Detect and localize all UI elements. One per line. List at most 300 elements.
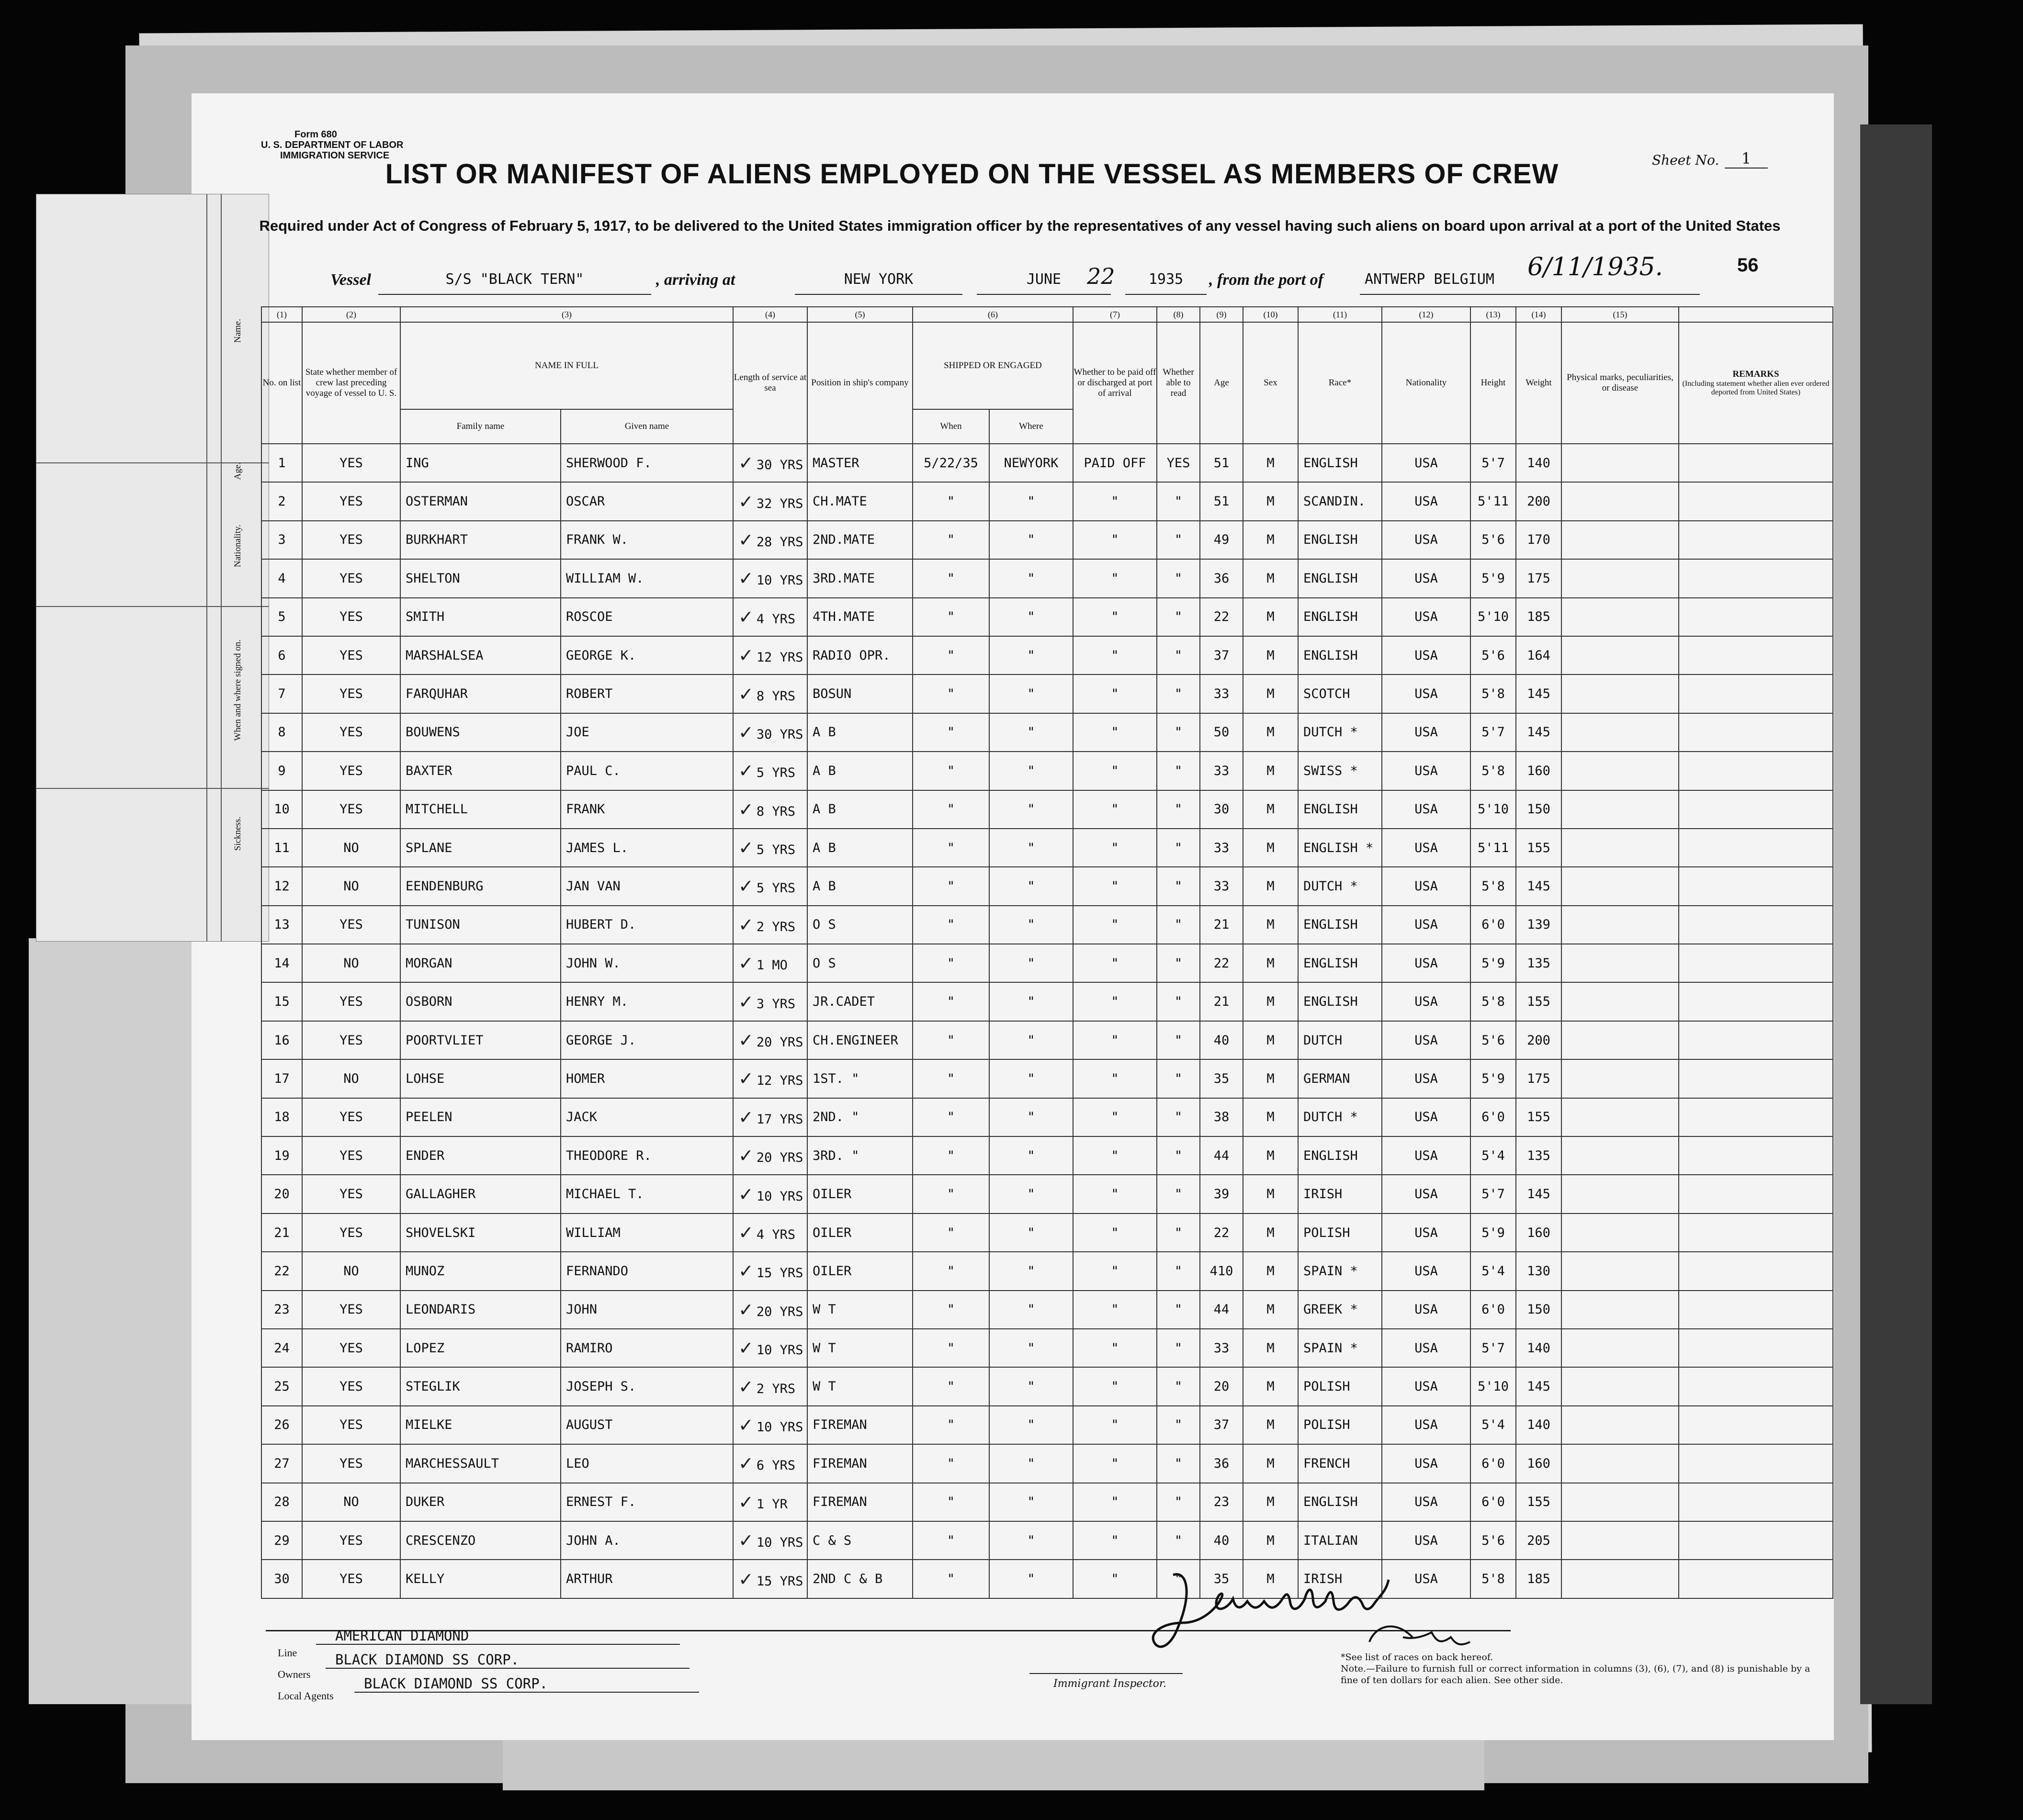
inspector-line (1029, 1673, 1183, 1674)
paid-off: " (1111, 1417, 1119, 1433)
family-name: OSTERMAN (406, 494, 468, 509)
nationality: USA (1414, 994, 1438, 1010)
given-name-cell (561, 1444, 733, 1483)
length-of-service: 20 YRS (756, 1304, 803, 1319)
race: DUTCH (1303, 1033, 1343, 1048)
family-name: LEONDARIS (406, 1302, 476, 1317)
age: 33 (1213, 878, 1230, 894)
checkmark-icon: ✓ (738, 953, 754, 974)
age: 22 (1213, 955, 1230, 971)
table-row (261, 906, 1833, 944)
weight: 200 (1527, 494, 1550, 509)
position: O S (813, 917, 836, 932)
family-name-cell (400, 1021, 561, 1059)
height-cell (1470, 829, 1516, 867)
able-to-read: " (1174, 1263, 1183, 1279)
header-name-in-full: NAME IN FULL (400, 322, 733, 409)
checkmark-icon: ✓ (738, 1260, 754, 1282)
given-name-cell (561, 444, 733, 482)
age-cell (1200, 944, 1243, 982)
length-of-service-cell (733, 1521, 807, 1560)
position-cell (807, 1059, 913, 1098)
age: 35 (1213, 1572, 1230, 1587)
family-name-cell (400, 1213, 561, 1252)
able-to-read-cell (1157, 944, 1200, 982)
row-number-cell (261, 521, 302, 559)
previous-voyage: YES (339, 1110, 363, 1125)
height-cell (1470, 1291, 1516, 1329)
age: 44 (1213, 1148, 1230, 1163)
weight: 140 (1527, 455, 1550, 471)
sex-cell (1243, 1406, 1298, 1444)
position-cell (807, 944, 913, 982)
length-of-service-cell (733, 1136, 807, 1175)
shipped-when-cell (913, 713, 989, 752)
weight: 135 (1527, 955, 1550, 971)
shipped-where: " (1027, 532, 1035, 548)
paid-off: " (1111, 648, 1119, 663)
position: W T (813, 1379, 836, 1394)
family-name: POORTVLIET (406, 1033, 484, 1048)
row-number: 16 (274, 1033, 290, 1048)
row-number-cell (261, 674, 302, 713)
fold-divider (221, 194, 222, 941)
row-number: 26 (274, 1417, 290, 1433)
row-number-cell (261, 444, 302, 482)
nationality-cell (1382, 1291, 1470, 1329)
remarks-cell (1679, 1213, 1833, 1252)
age: 22 (1213, 1225, 1230, 1240)
vessel-label: Vessel (330, 271, 371, 289)
table-row (261, 1367, 1833, 1405)
paid-off-cell (1073, 1521, 1157, 1560)
previous-voyage-cell (302, 1175, 400, 1213)
shipped-where: " (1027, 994, 1035, 1010)
race: ENGLISH (1303, 609, 1358, 625)
remarks-cell (1679, 482, 1833, 520)
shipped-when: " (947, 840, 955, 855)
given-name: WILLIAM W. (566, 571, 644, 586)
height: 5'7 (1481, 455, 1505, 471)
previous-voyage-cell (302, 482, 400, 520)
sex-cell (1243, 444, 1298, 482)
remarks-cell (1679, 867, 1833, 905)
age: 37 (1213, 1417, 1230, 1433)
position: 3RD.MATE (813, 571, 875, 586)
height: 5'4 (1481, 1417, 1505, 1433)
handwritten-date: 6/11/1935. (1527, 253, 1663, 281)
checkmark-icon: ✓ (738, 798, 754, 820)
position-cell (807, 1406, 913, 1444)
paid-off: " (1111, 1263, 1119, 1279)
weight-cell (1516, 1059, 1561, 1098)
age-cell (1200, 482, 1243, 520)
shipped-where-cell (989, 1483, 1073, 1521)
row-number-cell (261, 1483, 302, 1521)
physical-marks-cell (1561, 829, 1679, 867)
checkmark-icon: ✓ (738, 1068, 754, 1090)
paid-off-cell (1073, 1444, 1157, 1483)
shipped-where-cell (989, 906, 1073, 944)
physical-marks-cell (1561, 1291, 1679, 1329)
paid-off-cell (1073, 944, 1157, 982)
position-cell (807, 1329, 913, 1367)
shipped-where: " (1027, 802, 1035, 817)
weight-cell (1516, 982, 1561, 1021)
sex-cell (1243, 1483, 1298, 1521)
family-name: LOPEZ (406, 1340, 445, 1356)
given-name-cell (561, 752, 733, 790)
family-name: CRESCENZO (406, 1533, 476, 1548)
nationality: USA (1414, 1572, 1438, 1587)
remarks-cell (1679, 829, 1833, 867)
able-to-read-cell (1157, 444, 1200, 482)
shipped-when-cell (913, 790, 989, 829)
height-cell (1470, 1483, 1516, 1521)
length-of-service: 28 YRS (756, 534, 803, 550)
sex: M (1266, 1225, 1275, 1240)
checkmark-icon: ✓ (738, 991, 754, 1012)
sex-cell (1243, 1444, 1298, 1483)
position: A B (813, 878, 836, 894)
shipped-where-cell (989, 1175, 1073, 1213)
age-cell (1200, 1444, 1243, 1483)
length-of-service-cell (733, 1175, 807, 1213)
given-name: ROBERT (566, 686, 613, 702)
fold-header-signed-on: When and where signed on. (233, 640, 243, 741)
header-length-of-service: Length of service at sea (733, 322, 807, 444)
folded-slip (36, 194, 269, 942)
family-name: ENDER (406, 1148, 445, 1163)
shipped-when-cell (913, 482, 989, 520)
able-to-read-cell (1157, 1329, 1200, 1367)
paid-off: " (1111, 1225, 1119, 1240)
previous-voyage: YES (339, 1225, 363, 1240)
given-name: GEORGE J. (566, 1033, 636, 1048)
length-of-service-cell (733, 982, 807, 1021)
row-number: 10 (274, 802, 290, 817)
length-of-service-cell (733, 1367, 807, 1405)
nationality: USA (1414, 917, 1438, 932)
shipped-where-cell (989, 1213, 1073, 1252)
able-to-read-cell (1157, 790, 1200, 829)
shipped-where-cell (989, 1329, 1073, 1367)
position: CH.MATE (813, 494, 867, 509)
inspector-label: Immigrant Inspector. (1053, 1678, 1166, 1690)
able-to-read: " (1174, 1148, 1183, 1163)
previous-voyage: YES (339, 1033, 363, 1048)
previous-voyage: YES (339, 917, 363, 932)
sex: M (1266, 955, 1275, 971)
age-cell (1200, 790, 1243, 829)
race-cell (1298, 982, 1382, 1021)
height-cell (1470, 1252, 1516, 1290)
nationality: USA (1414, 1071, 1438, 1086)
paid-off-cell (1073, 1329, 1157, 1367)
able-to-read: " (1174, 494, 1183, 509)
age-cell (1200, 1021, 1243, 1059)
race: ENGLISH (1303, 1148, 1358, 1163)
remarks-cell (1679, 1367, 1833, 1405)
header-remarks-note: (Including statement whether alien ever ordered deported from United States) (1682, 380, 1830, 396)
nationality: USA (1414, 609, 1438, 625)
nationality: USA (1414, 1187, 1438, 1202)
family-name: OSBORN (406, 994, 452, 1010)
shipped-when-cell (913, 674, 989, 713)
family-name: MIELKE (406, 1417, 452, 1433)
given-name-cell (561, 829, 733, 867)
able-to-read: " (1174, 1417, 1183, 1433)
checkmark-icon: ✓ (738, 1491, 754, 1513)
physical-marks-cell (1561, 1021, 1679, 1059)
weight-cell (1516, 790, 1561, 829)
checkmark-icon: ✓ (738, 606, 754, 628)
agents-value: BLACK DIAMOND SS CORP. (354, 1675, 699, 1693)
weight: 130 (1527, 1263, 1550, 1279)
shipped-where: " (1027, 840, 1035, 855)
shipped-where: " (1027, 878, 1035, 894)
given-name-cell (561, 1291, 733, 1329)
given-name-cell (561, 1406, 733, 1444)
weight: 145 (1527, 725, 1550, 740)
position: 2ND. " (813, 1110, 859, 1125)
able-to-read: " (1174, 802, 1183, 817)
paid-off-cell (1073, 1175, 1157, 1213)
length-of-service: 12 YRS (756, 1073, 803, 1089)
row-number-cell (261, 1560, 302, 1598)
arriving-port: NEW YORK (795, 271, 962, 295)
age: 36 (1213, 1456, 1230, 1471)
shipped-when-cell (913, 1406, 989, 1444)
given-name: MICHAEL T. (566, 1187, 644, 1202)
row-number-cell (261, 559, 302, 597)
family-name-cell (400, 482, 561, 520)
table-row (261, 1444, 1833, 1483)
weight: 139 (1527, 917, 1550, 932)
physical-marks-cell (1561, 482, 1679, 520)
sex-cell (1243, 636, 1298, 674)
shipped-when-cell (913, 1098, 989, 1136)
weight: 145 (1527, 1187, 1550, 1202)
height: 5'6 (1481, 532, 1505, 548)
shipped-where-cell (989, 829, 1073, 867)
shipped-where: " (1027, 1572, 1035, 1587)
header-paid-off: Whether to be paid off or discharged at port of arrival (1073, 322, 1157, 444)
length-of-service-cell (733, 1021, 807, 1059)
remarks-cell (1679, 1329, 1833, 1367)
table-row (261, 1329, 1833, 1367)
col-no: (12) (1382, 307, 1470, 322)
length-of-service: 2 YRS (756, 1381, 796, 1396)
row-number-cell (261, 982, 302, 1021)
sex-cell (1243, 1213, 1298, 1252)
nationality: USA (1414, 878, 1438, 894)
table-row (261, 1021, 1833, 1059)
previous-voyage-cell (302, 1329, 400, 1367)
row-number-cell (261, 1252, 302, 1290)
weight-cell (1516, 1406, 1561, 1444)
shipped-when: " (947, 1071, 955, 1086)
row-number: 17 (274, 1071, 290, 1086)
shipped-where: " (1027, 1302, 1035, 1317)
shipped-where-cell (989, 1291, 1073, 1329)
age-cell (1200, 1252, 1243, 1290)
race: FRENCH (1303, 1456, 1350, 1471)
row-number: 23 (274, 1302, 290, 1317)
table-row (261, 867, 1833, 905)
height-cell (1470, 1175, 1516, 1213)
given-name-cell (561, 674, 733, 713)
sex: M (1266, 1340, 1275, 1356)
physical-marks-cell (1561, 1483, 1679, 1521)
shipped-when-cell (913, 1521, 989, 1560)
weight: 160 (1527, 763, 1550, 778)
height: 6'0 (1481, 917, 1505, 932)
sex: M (1266, 648, 1275, 663)
service: IMMIGRATION SERVICE (280, 150, 390, 161)
weight-cell (1516, 1252, 1561, 1290)
race: ENGLISH (1303, 532, 1358, 548)
shipped-when-cell (913, 1483, 989, 1521)
previous-voyage: NO (343, 955, 359, 971)
age: 40 (1213, 1533, 1230, 1548)
age-cell (1200, 1098, 1243, 1136)
remarks-cell (1679, 1483, 1833, 1521)
col-no: (13) (1470, 307, 1516, 322)
remarks-cell (1679, 598, 1833, 636)
given-name: JOHN W. (566, 955, 621, 971)
sex-cell (1243, 1521, 1298, 1560)
age: 37 (1213, 648, 1230, 663)
race: GREEK * (1303, 1302, 1358, 1317)
previous-voyage: YES (339, 1148, 363, 1163)
physical-marks-cell (1561, 598, 1679, 636)
able-to-read: YES (1166, 455, 1190, 471)
able-to-read: " (1174, 1302, 1183, 1317)
given-name-cell (561, 1213, 733, 1252)
height-cell (1470, 1059, 1516, 1098)
nationality: USA (1414, 1302, 1438, 1317)
previous-voyage-cell (302, 636, 400, 674)
shipped-when-cell (913, 982, 989, 1021)
shipped-where: " (1027, 1456, 1035, 1471)
previous-voyage: YES (339, 1456, 363, 1471)
length-of-service: 8 YRS (756, 688, 796, 704)
race-cell (1298, 559, 1382, 597)
sex: M (1266, 878, 1275, 894)
previous-voyage-cell (302, 1213, 400, 1252)
nationality: USA (1414, 1148, 1438, 1163)
nationality-cell (1382, 1021, 1470, 1059)
length-of-service: 30 YRS (756, 727, 803, 742)
paid-off: " (1111, 532, 1119, 548)
note-races: *See list of races on back hereof. (1341, 1652, 1493, 1663)
position: 4TH.MATE (813, 609, 875, 625)
family-name: BAXTER (406, 763, 452, 778)
given-name: JOHN (566, 1302, 598, 1317)
shipped-where: " (1027, 1110, 1035, 1125)
race-cell (1298, 1059, 1382, 1098)
length-of-service-cell (733, 1213, 807, 1252)
physical-marks-cell (1561, 752, 1679, 790)
weight-cell (1516, 559, 1561, 597)
previous-voyage: NO (343, 878, 359, 894)
checkmark-icon: ✓ (738, 1530, 754, 1551)
paid-off: " (1111, 494, 1119, 509)
family-name-cell (400, 1560, 561, 1598)
paid-off: " (1111, 1187, 1119, 1202)
paid-off: " (1111, 1110, 1119, 1125)
table-row (261, 1406, 1833, 1444)
nationality: USA (1414, 1110, 1438, 1125)
position-cell (807, 1098, 913, 1136)
position: W T (813, 1302, 836, 1317)
family-name: GALLAGHER (406, 1187, 476, 1202)
row-number-cell (261, 1444, 302, 1483)
col-no: (3) (400, 307, 733, 322)
physical-marks-cell (1561, 559, 1679, 597)
crew-rows (261, 444, 1833, 1598)
age: 33 (1213, 763, 1230, 778)
family-name-cell (400, 1175, 561, 1213)
length-of-service-cell (733, 752, 807, 790)
height: 5'7 (1481, 725, 1505, 740)
family-name: MARCHESSAULT (406, 1456, 499, 1471)
previous-voyage-cell (302, 1367, 400, 1405)
height-cell (1470, 1444, 1516, 1483)
weight-cell (1516, 906, 1561, 944)
paid-off-cell (1073, 867, 1157, 905)
family-name: BURKHART (406, 532, 468, 548)
able-to-read-cell (1157, 521, 1200, 559)
race: ENGLISH (1303, 917, 1358, 932)
height-cell (1470, 1136, 1516, 1175)
nationality: USA (1414, 1033, 1438, 1048)
shipped-where-cell (989, 521, 1073, 559)
nationality-cell (1382, 521, 1470, 559)
race-cell (1298, 1406, 1382, 1444)
given-name: GEORGE K. (566, 648, 636, 663)
paid-off: " (1111, 1340, 1119, 1356)
sex-cell (1243, 944, 1298, 982)
position: BOSUN (813, 686, 852, 702)
remarks-cell (1679, 1291, 1833, 1329)
race-cell (1298, 1367, 1382, 1405)
position-cell (807, 867, 913, 905)
arrival-month: JUNE (977, 271, 1111, 295)
able-to-read-cell (1157, 1406, 1200, 1444)
nationality: USA (1414, 840, 1438, 855)
able-to-read: " (1174, 532, 1183, 548)
position: A B (813, 725, 836, 740)
weight: 150 (1527, 1302, 1550, 1317)
race: ENGLISH (1303, 802, 1358, 817)
nationality-cell (1382, 1059, 1470, 1098)
given-name: HOMER (566, 1071, 605, 1086)
shipped-when: " (947, 1340, 955, 1356)
paid-off-cell (1073, 1136, 1157, 1175)
row-number-cell (261, 867, 302, 905)
row-number-cell (261, 1213, 302, 1252)
page-title: LIST OR MANIFEST OF ALIENS EMPLOYED ON THE VESSEL AS MEMBERS OF CREW (385, 158, 1559, 190)
age-cell (1200, 1175, 1243, 1213)
sex: M (1266, 1379, 1275, 1394)
row-number-cell (261, 598, 302, 636)
shipped-where: " (1027, 648, 1035, 663)
given-name-cell (561, 1329, 733, 1367)
length-of-service-cell (733, 1059, 807, 1098)
race: SPAIN * (1303, 1340, 1358, 1356)
